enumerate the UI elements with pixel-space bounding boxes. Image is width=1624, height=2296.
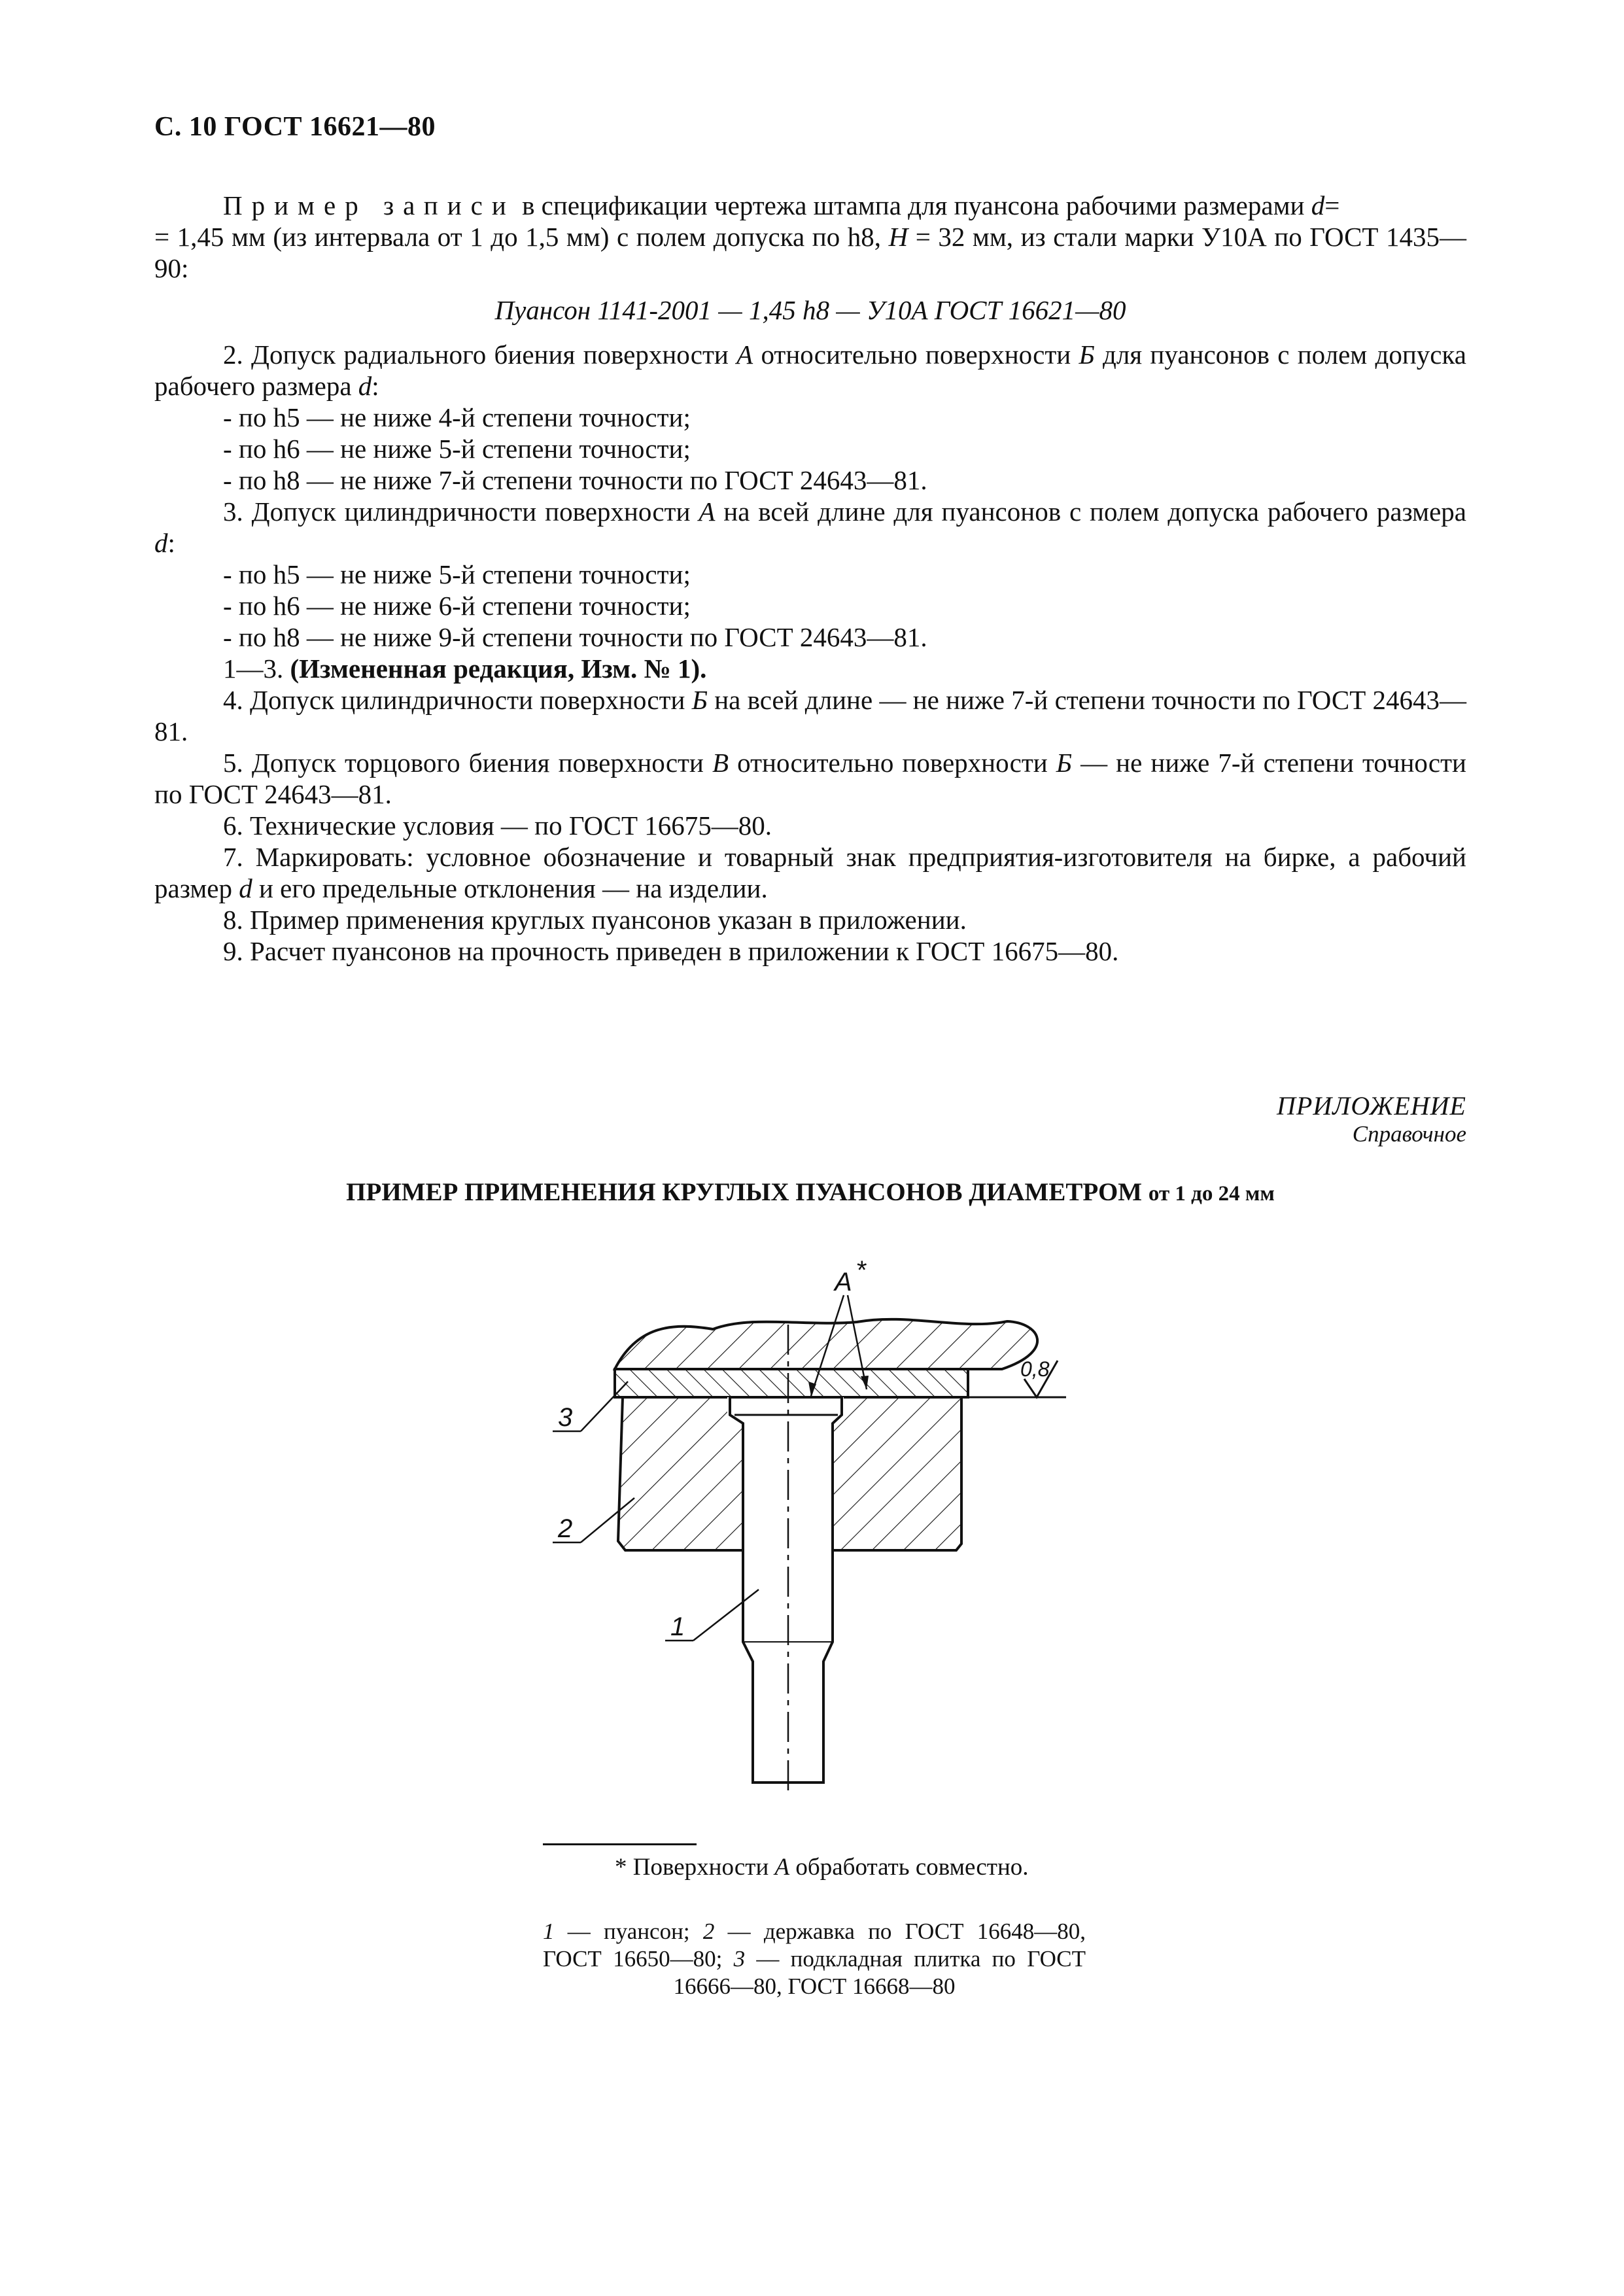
- clause-3: 3. Допуск цилиндричности поверхности А на всей длине для пуансонов с полем допуска рабочего размера d:: [154, 496, 1466, 558]
- clause-3-item: - по h5 — не ниже 5-й степени точности;: [223, 559, 691, 589]
- footnote-rule: [543, 1843, 697, 1845]
- clause-7: 7. Маркировать: условное обозначение и товарный знак предприятия-изготовителя на бирке, а рабочий размер d и его предельные отклонения — на изделии.: [154, 842, 1466, 903]
- position-2-label: 2: [558, 1514, 573, 1543]
- appendix-title: ПРИМЕР ПРИМЕНЕНИЯ КРУГЛЫХ ПУАНСОНОВ ДИАМЕТРОМ от 1 до 24 мм: [346, 1178, 1275, 1206]
- designation-example: Пуансон 1141-2001 — 1,45 h8 — У10А ГОСТ 16621—80: [494, 295, 1126, 325]
- clause-2-item: - по h6 — не ниже 5-й степени точности;: [223, 434, 691, 464]
- amendment-note: 1—3. (Измененная редакция, Изм. № 1).: [223, 653, 707, 684]
- figure-legend: 1 — пуансон; 2 — державка по ГОСТ 16648—80, ГОСТ 16650—80; 3 — подкладная плитка по ГОСТ 16666—80, ГОСТ 16668—80: [543, 1919, 1086, 1999]
- position-1-label: 1: [670, 1612, 685, 1641]
- page-header: С. 10 ГОСТ 16621—80: [154, 112, 436, 142]
- clause-2-item: - по h8 — не ниже 7-й степени точности по ГОСТ 24643—81.: [223, 465, 927, 495]
- punch: [730, 1397, 842, 1783]
- backing-plate: [615, 1369, 968, 1397]
- clause-8: 8. Пример применения круглых пуансонов указан в приложении.: [223, 905, 967, 935]
- footnote: * Поверхности А обработать совместно.: [615, 1854, 1029, 1881]
- callout-asterisk: *: [857, 1256, 867, 1285]
- clause-6: 6. Технические условия — по ГОСТ 16675—80.: [223, 810, 772, 841]
- appendix-label-title: ПРИЛОЖЕНИЕ: [1277, 1091, 1466, 1121]
- callout-A: А: [835, 1268, 852, 1296]
- example-paragraph: Пример записи в спецификации чертежа штампа для пуансона рабочими размерами d= = 1,45 мм (из интервала от 1 до 1,5 мм) с полем допуска по h8, H = 32 мм, из стали марки У10А по ГОСТ 1435—90:: [154, 190, 1466, 283]
- example-lead: Пример записи: [223, 190, 515, 220]
- clause-4: 4. Допуск цилиндричности поверхности Б на всей длине — не ниже 7-й степени точности по ГОСТ 24643—81.: [154, 685, 1466, 746]
- appendix-label-type: Справочное: [1352, 1121, 1466, 1147]
- position-3-label: 3: [558, 1403, 573, 1432]
- clause-3-item: - по h8 — не ниже 9-й степени точности по ГОСТ 24643—81.: [223, 622, 927, 652]
- clause-5: 5. Допуск торцового биения поверхности В относительно поверхности Б — не ниже 7-й степени точности по ГОСТ 24643—81.: [154, 748, 1466, 809]
- upper-plate: [615, 1319, 1037, 1369]
- clause-3-item: - по h6 — не ниже 6-й степени точности;: [223, 591, 691, 621]
- clause-2: 2. Допуск радиального биения поверхности А относительно поверхности Б для пуансонов с полем допуска рабочего размера d:: [154, 339, 1466, 401]
- roughness-value: 0,8: [1020, 1357, 1050, 1381]
- clause-9: 9. Расчет пуансонов на прочность приведен в приложении к ГОСТ 16675—80.: [223, 936, 1119, 966]
- clause-2-item: - по h5 — не ниже 4-й степени точности;: [223, 402, 691, 432]
